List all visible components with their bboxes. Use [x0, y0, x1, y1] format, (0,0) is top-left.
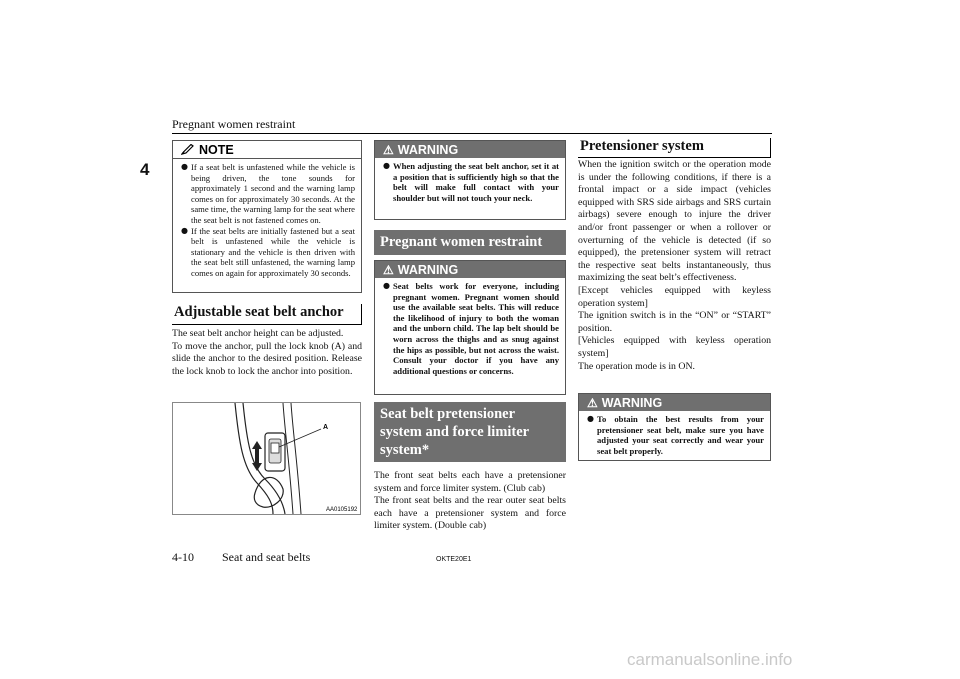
paragraph: The front seat belts and the rear outer seat belts each have a pretensioner system and force limiter system. (Double cab): [374, 495, 566, 532]
pretensioner-limiter-text: [374, 470, 566, 533]
warning-box-anchor: [374, 140, 566, 220]
warning-text: Seat belts work for everyone, including pregnant women. Pregnant women should use the available seat belts. This will reduce the likelihood of injury to both the woman and the unborn child. The lap belt should be worn across the thighs and as snug against the hips as possible, but not across the waist. Consult your doctor if you have any additional questions or concerns.: [393, 281, 559, 376]
note-item-text: If a seat belt is unfastened while the vehicle is being driven, the tone sounds for approximately 1 second and the warning lamp comes on for approximately 30 seconds. At the same time, the warning lamp for the seat where the seat belt is not fastened comes on.: [191, 162, 355, 225]
figure-code: AA0105192: [326, 507, 358, 513]
warning-label: WARNING: [601, 395, 663, 410]
watermark: carmanualsonline.info: [627, 650, 793, 669]
warning-header: [375, 261, 565, 278]
warning-text: To obtain the best results from your pretensioner seat belt, make sure you have adjusted your seat correctly and wear your seat belt properly.: [597, 414, 764, 456]
note-item: [173, 162, 361, 226]
bullet-circle-icon: ●: [181, 225, 188, 235]
page-number: 4-10: [172, 550, 194, 564]
seat-belt-anchor-illustration: [172, 402, 361, 515]
bullet-circle-icon: ●: [181, 162, 188, 171]
document-code: OKTE20E1: [436, 556, 472, 563]
paragraph: To move the anchor, pull the lock knob (A) and slide the anchor to the desired position. Release the lock knob to lock the anchor into position.: [172, 340, 362, 377]
warning-triangle-icon: ⚠: [587, 395, 598, 410]
note-label: NOTE: [199, 142, 234, 157]
paragraph: [Vehicles equipped with keyless operation system]: [578, 335, 771, 359]
paragraph: The front seat belts each have a pretensioner system and force limiter system. (Club cab): [374, 470, 566, 494]
warning-triangle-icon: ⚠: [383, 142, 394, 157]
paragraph: The seat belt anchor height can be adjusted.: [172, 328, 344, 339]
bullet-circle-icon: ●: [383, 281, 390, 290]
bullet-circle-icon: ●: [383, 161, 390, 170]
chapter-number: 4: [140, 160, 150, 179]
section-heading-adjustable-anchor: Adjustable seat belt anchor: [172, 304, 362, 325]
warning-header: [375, 141, 565, 158]
bullet-circle-icon: ●: [587, 414, 594, 423]
warning-item: [375, 281, 565, 376]
footer-section-title: Seat and seat belts: [222, 550, 311, 564]
header-rule: [172, 133, 772, 134]
section-heading-pregnant-women: Pregnant women restraint: [374, 230, 566, 255]
paragraph: The operation mode is in ON.: [578, 360, 695, 372]
warning-header: [579, 394, 770, 411]
heading-line: system*: [380, 442, 430, 458]
warning-text: When adjusting the seat belt anchor, set it at a position that is sufficiently high so that the belt will make full contact with your shoulder but will not touch your neck.: [393, 161, 559, 203]
note-item-text: If the seat belts are initially fastened but a seat belt is unfastened while the vehicle is stationary and the vehicle is then driven with the seat belt still unfastened, the warning lamp comes on again for approximately 30 seconds.: [191, 225, 355, 278]
pretensioner-text: [578, 159, 771, 373]
warning-label: WARNING: [397, 142, 459, 157]
warning-box-pregnant: [374, 260, 566, 395]
warning-item: [375, 161, 565, 203]
note-pen-icon: [181, 144, 194, 155]
note-header: [173, 141, 361, 159]
paragraph: [Except vehicles equipped with keyless operation system]: [578, 284, 771, 309]
heading-line: system and force limiter: [380, 424, 530, 440]
section-heading-pretensioner-limiter: [374, 402, 566, 462]
warning-item: [579, 414, 770, 456]
anchor-diagram: [173, 403, 360, 514]
adjustable-anchor-text: [172, 328, 362, 378]
heading-line: Seat belt pretensioner: [380, 406, 516, 422]
section-heading-pretensioner: Pretensioner system: [578, 138, 771, 158]
warning-label: WARNING: [397, 262, 459, 277]
paragraph: When the ignition switch or the operation mode is under the following conditions, if there is a frontal impact or a side impact (vehicles equipped with SRS side airbags and SRS curtain airbags) severe enough to injure the driver and/or front passenger or when a rollover or overturning of the vehicle is detected (if so equipped), the pretensioner system will retract the respective seat belts instantaneously, thus maximizing the seat belt’s effectiveness.: [578, 159, 771, 284]
paragraph: The ignition switch is in the “ON” or “START” position.: [578, 310, 771, 334]
warning-box-pretensioner: [578, 393, 771, 461]
running-header: Pregnant women restraint: [172, 117, 296, 131]
note-box: [172, 140, 362, 293]
warning-triangle-icon: ⚠: [383, 262, 394, 277]
note-item: [173, 226, 361, 279]
callout-a: A: [323, 424, 329, 431]
